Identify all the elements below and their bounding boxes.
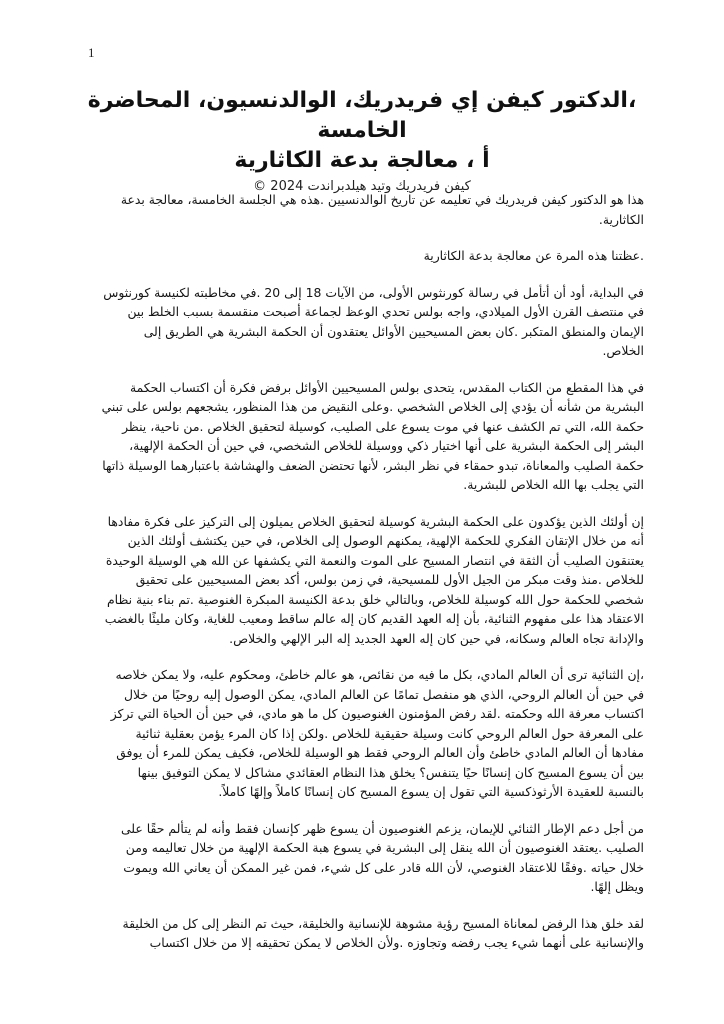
copyright-line: كيفن فريدريك وتيد هيلدبراندت 2024 © — [253, 179, 471, 194]
document-body — [100, 190, 644, 970]
document-title — [60, 86, 664, 176]
document-header — [60, 86, 664, 196]
paragraph: في هذا المقطع من الكتاب المقدس، يتحدى بولس المسيحيين الأوائل برفض فكرة أن اكتساب الحكمة البشرية من شأنه أن يؤدي إلى الخلاص الشخصي .وعلى النقيض من هذا المنظور، يشجعهم بولس على تبني حكمة الله، التي تم الكشف عنها في موت يسوع على الصليب، كوسيلة لتحقيق الخلاص .من ناحية، ينظر البشر إلى الحكمة البشرية على أنها اختيار ذكي ووسيلة للخلاص الشخصي، في حين أن الحكمة الإلهية، حكمة الصليب والمعاناة، تبدو حمقاء في نظر البشر، لأنها تحتضن الضعف والهشاشة باعتبارهما الوسيلة ذاتها التي يجلب بها الله الخلاص للبشرية. — [101, 379, 644, 492]
title-line-2: أ ، معالجة بدعة الكاثارية — [234, 148, 490, 173]
page-number: 1 — [88, 45, 95, 60]
paragraph: في البداية، أود أن أتأمل في رسالة كورنثوس الأولى، من الآيات 18 إلى 20 .في مخاطبته لكنيسة كورنثوس في منتصف القرن الأول الميلادي، واجه بولس تحدي الوعظ لجماعة أصبحت منقسمة بسبب الخلط بين الإيمان والمنطق المتكبر .كان بعض المسيحيين الأوائل يعتقدون أن الحكمة البشرية هي الطريق إلى الخلاص. — [103, 284, 644, 358]
paragraph: لقد خلق هذا الرفض لمعاناة المسيح رؤية مشوهة للإنسانية والخليقة، حيث تم النظر إلى كل من الخليقة والإنسانية على أنهما شيء يجب رفضه وتجاوزه .ولأن الخلاص لا يمكن تحقيقه إلا من خلال اكتساب — [122, 915, 644, 950]
paragraph-intro: هذا هو الدكتور كيفن فريدريك في تعليمه عن تاريخ الوالدنسيين .هذه هي الجلسة الخامسة، معالجة بدعة الكاثارية. — [120, 192, 644, 227]
paragraph: إن أولئك الذين يؤكدون على الحكمة البشرية كوسيلة لتحقيق الخلاص يميلون إلى التركيز على فكرة مفادها أنه من خلال الإتقان الفكري للحكمة الإلهية، يمكنهم الوصول إلى الخلاص، في حين يكتشف أولئك الذين يعتنقون الصليب أن الثقة في انتصار المسيح على الموت والنعمة التي يكشفها عن الله هي الوسيلة الوحيدة للخلاص .منذ وقت مبكر من الجيل الأول للمسيحية، في زمن بولس، أكد بعض المسيحيين على تحقيق شخصي للحكمة حول الله كوسيلة للخلاص، وبالتالي خلق بدعة الكنيسة المبكرة الغنوصية .تم بناء بنية نظام الاعتقاد هذا على مفهوم الثنائية، بأن إله العهد القديم كان إله عالم ساقط ومعيب للغاية، وكان مليئًا بالغضب والإدانة تجاه العالم وسكانه، في حين كان إله العهد الجديد إله البر الإلهي والخلاص. — [104, 513, 644, 646]
paragraph: من أجل دعم الإطار الثنائي للإيمان، يزعم الغنوصيون أن يسوع ظهر كإنسان فقط وأنه لم يتألم حقًا على الصليب .يعتقد الغنوصيون أن الله ينقل إلى البشرية في يسوع هبة الحكمة الإلهية من خلال تعاليمه ومن خلال حياته .وفقًا للاعتقاد الغنوصي، لأن الله قادر على كل شيء، فمن غير الممكن أن يعاني الله ويموت ويظل إلهًا. — [120, 820, 644, 894]
title-line-1: ،الدكتور كيفن إي فريدريك، الوالدنسيون، المحاضرة الخامسة — [87, 88, 637, 143]
paragraph-sermon-topic: .عظتنا هذه المرة عن معالجة بدعة الكاثارية — [423, 248, 644, 263]
paragraph: ،إن الثنائية ترى أن العالم المادي، بكل ما فيه من نقائص، هو عالم خاطئ، ومحكوم عليه، ولا يمكن خلاصه في حين أن العالم الروحي، الذي هو منفصل تمامًا عن العالم المادي، يمكن الوصول إليه روحيًا من خلال اكتساب معرفة الله وحكمته .لقد رفض المؤمنون الغنوصيون كل ما هو مادي، في حين أن الحياة التي تركز على المعرفة حول العالم الروحي كانت وسيلة حقيقية للخلاص .ولكن إذا كان المرء يؤمن بعقلية ثنائية مفادها أن العالم المادي خاطئ وأن العالم الروحي فقط هو الوسيلة للخلاص، فكيف يمكن للمرء أن يوفق بين أن يسوع المسيح كان إنسانًا حيًا يتنفس؟ يخلق هذا النظام العقائدي مشاكل لا يمكن التوفيق بينها بالنسبة للعقيدة الأرثوذكسية التي تقول إن يسوع المسيح كان إنسانًا كاملاً وإلهًا كاملاً. — [110, 667, 644, 799]
